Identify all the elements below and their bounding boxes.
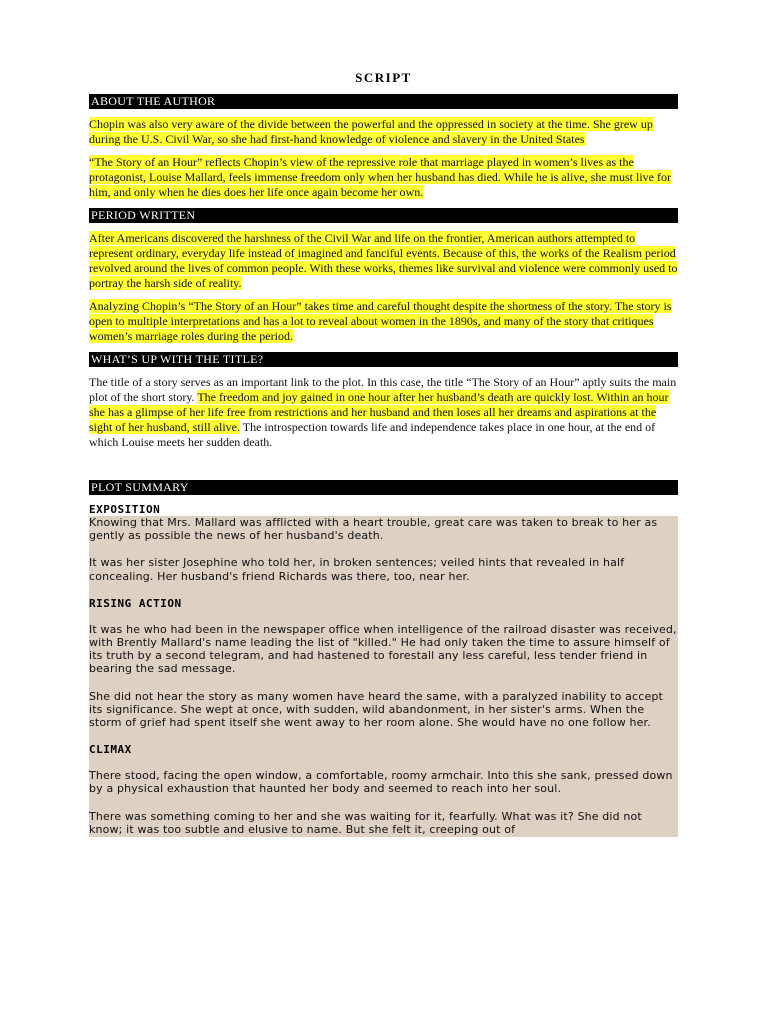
climax-paragraph-1: There stood, facing the open window, a comfortable, roomy armchair. Into this she sank, pressed down by a physical exhaustion that haunted her body and seemed to reach into her soul. — [89, 769, 678, 796]
rising-paragraph-1: It was he who had been in the newspaper office when intelligence of the railroad disaster was received, with Brently Mallard's name leading the list of "killed." He had only taken the time to assure himself of its truth by a second telegram, and had hastened to forestall any less careful, less tender friend in bearing the sad message. — [89, 622, 677, 676]
section-heading-title-meaning: WHAT’S UP WITH THE TITLE? — [89, 352, 678, 367]
block-gap — [89, 756, 678, 769]
highlighted-text: The freedom and joy gained in one hour after her husband’s death are quickly lost. Within an hour she has a glimpse of her life free from restrictions and her husband and then loses all her dreams and aspirations at the sight of her husband, still alive. — [89, 390, 669, 434]
climax-paragraph-2: There was something coming to her and she was waiting for it, fearfully. What was it? She did not know; it was too subtle and elusive to name. But she felt it, creeping out of — [89, 810, 678, 837]
exposition-paragraph-2: It was her sister Josephine who told her, in broken sentences; veiled hints that revealed in half concealing. Her husband's friend Richards was there, too, near her. — [89, 556, 678, 583]
subheading-climax: CLIMAX — [89, 743, 132, 757]
highlighted-text: Chopin was also very aware of the divide between the powerful and the oppressed in society at the time. She grew up during the U.S. Civil War, so she had first-hand knowledge of violence and slavery in the United States — [89, 117, 653, 146]
period-paragraph-1 — [89, 231, 678, 291]
rising-paragraph-2: She did not hear the story as many women have heard the same, with a paralyzed inability to accept its significance. She wept at once, with sudden, wild abandonment, in her sister's arms. When the storm of grief had spent itself she went away to her room alone. She would have no one follow her. — [89, 690, 678, 731]
block-gap — [89, 584, 678, 597]
exposition-paragraph-1: Knowing that Mrs. Mallard was afflicted with a heart trouble, great care was taken to break to her as gently as possible the news of her husband's death. — [89, 516, 678, 543]
spacer — [89, 458, 678, 480]
block-gap — [89, 543, 678, 556]
highlighted-text: Analyzing Chopin’s “The Story of an Hour” takes time and careful thought despite the shortness of the story. The story is open to multiple interpretations and has a lot to reveal about women in the 1890s, and many of the story that critiques women’s marriage roles during the period. — [89, 299, 672, 343]
block-gap — [89, 730, 678, 743]
about-paragraph-2 — [89, 155, 678, 200]
period-paragraph-2 — [89, 299, 678, 344]
block-gap — [89, 797, 678, 810]
about-paragraph-1 — [89, 117, 678, 147]
subheading-exposition: EXPOSITION — [89, 503, 161, 516]
block-gap — [89, 677, 678, 690]
subheading-rising-wrapper — [89, 597, 678, 610]
section-heading-period-written: PERIOD WRITTEN — [89, 208, 678, 223]
title-paragraph — [89, 375, 678, 450]
highlighted-text: After Americans discovered the harshness of the Civil War and life on the frontier, American authors attempted to represent ordinary, everyday life instead of imagined and fanciful events. Because of this, the works of the Realism period revolved around the lives of common people. With these works, themes like survival and violence were commonly used to portray the harsh side of reality. — [89, 231, 678, 290]
highlighted-text: “The Story of an Hour” reflects Chopin’s view of the repressive role that marriage played in women’s lives as the protagonist, Louise Mallard, feels immense freedom only when her husband has died. While he is alive, she must live for him, and only when he dies does her life once again become her own. — [89, 155, 671, 199]
page-title: SCRIPT — [355, 70, 412, 85]
subheading-climax-wrapper — [89, 743, 678, 756]
section-heading-about-author: ABOUT THE AUTHOR — [89, 94, 678, 109]
block-gap — [89, 610, 678, 623]
plain-text: The introspection towards life and independence takes place in one hour, at the end of which Louise meets her sudden death. — [89, 420, 656, 449]
section-heading-plot-summary: PLOT SUMMARY — [89, 480, 678, 495]
plot-summary-block — [89, 503, 678, 837]
document-content — [89, 70, 678, 837]
plain-text: The title of a story serves as an important link to the plot. In this case, the title “The Story of an Hour” aptly suits the main plot of the short story. — [89, 375, 677, 404]
subheading-rising-action: RISING ACTION — [89, 596, 182, 610]
